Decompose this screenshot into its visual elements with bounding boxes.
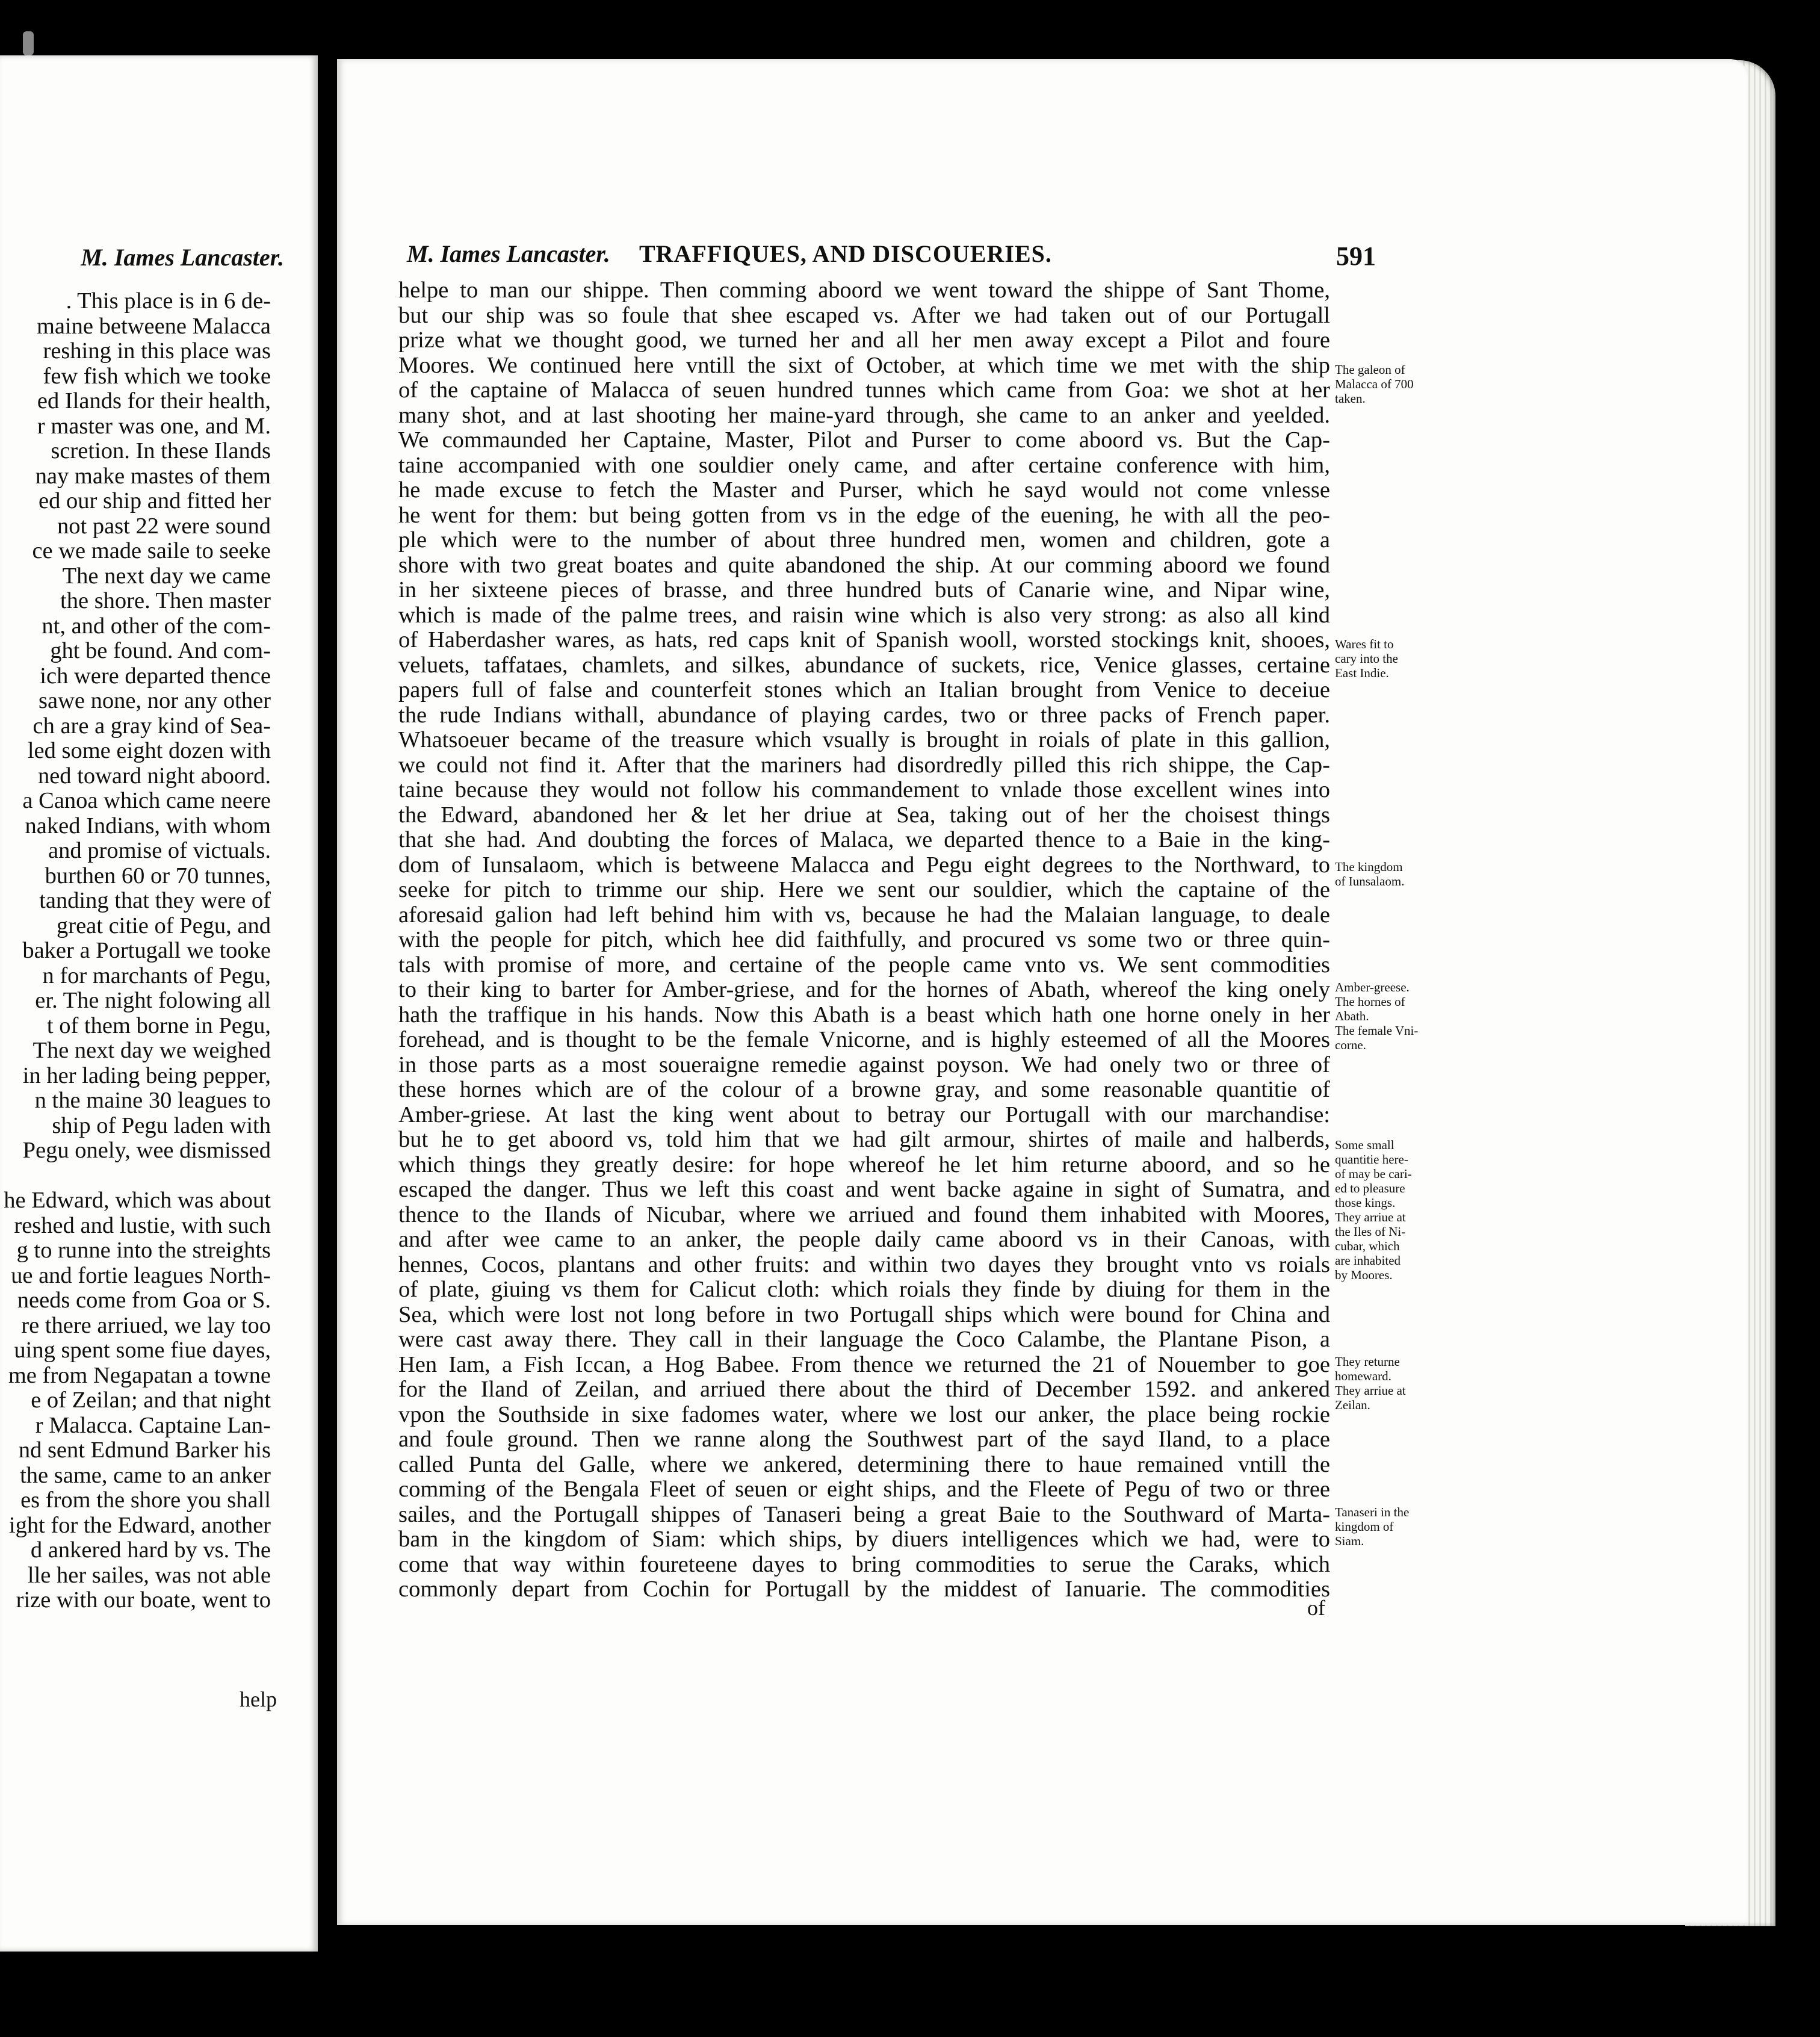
text-line: but he to get aboord vs, told him that we had gilt armour, shirtes of maile and halberds, [398,1127,1330,1152]
sidenote-line: cubar, which [1335,1239,1400,1253]
text-line: me from Negapatan a towne [8,1363,271,1388]
text-line: the same, came to an anker [20,1463,271,1488]
text-line: baker a Portugall we tooke [22,938,271,963]
sidenote-line: those kings. [1335,1195,1396,1210]
text-line: hath the traffique in his hands. Now this Abath is a beast which hath one horne onely in her [398,1002,1330,1028]
sidenote [1335,980,1455,1052]
sidenote [1335,1354,1455,1412]
text-line: escaped the danger. Thus we left this coast and went backe againe in sight of Sumatra, and [398,1177,1330,1202]
text-line: ch are a gray kind of Sea- [32,713,271,739]
running-head-author: M. Iames Lancaster. [407,240,610,267]
text-line: g to runne into the streights [16,1238,271,1263]
text-line: to their king to barter for Amber-griese, and for the hornes of Abath, whereof the king onely [398,978,1330,1002]
text-line: sawe none, nor any other [39,689,271,713]
text-line: uing spent some fiue dayes, [14,1338,271,1363]
text-line: ich were departed thence [40,663,271,689]
text-line: tanding that they were of [39,888,271,913]
text-line: d ankered hard by vs. The [30,1538,271,1563]
sidenote-line: ed to pleasure [1335,1181,1405,1195]
sidenote [1335,1138,1455,1282]
sidenote [1335,362,1455,406]
text-line: we could not find it. After that the mariners had disordredly pilled this rich shippe, the Cap- [398,752,1330,778]
text-line: ed Ilands for their health, [37,389,271,414]
sidenote-line: They returne [1335,1354,1400,1369]
sidenote [1335,1505,1455,1548]
text-line: The next day we weighed [32,1038,271,1063]
text-line: veluets, taffataes, chamlets, and silkes, abundance of suckets, rice, Venice glasses, certaine [398,653,1330,678]
text-line: taine accompanied with one souldier onely came, and after certaine conference with him, [398,453,1330,478]
text-line: and promise of victuals. [48,839,271,863]
text-line: nd sent Edmund Barker his [18,1438,271,1463]
sidenote-line: corne. [1335,1038,1366,1052]
text-line: es from the shore you shall [20,1488,271,1513]
text-line: but our ship was so foule that shee escaped vs. After we had taken out of our Portugall [398,303,1330,328]
text-line: nay make mastes of them [35,464,271,489]
page-number: 591 [1336,241,1376,271]
text-line: he Edward, which was about [4,1188,271,1213]
text-line: Amber-griese. At last the king went about to betray our Portugall with our marchandise: [398,1102,1330,1127]
text-line: and foule ground. Then we ranne along the Southwest part of the sayd Iland, to a place [398,1427,1330,1452]
text-line: . This place is in 6 de- [66,289,271,314]
text-line: ned toward night aboord. [37,763,271,789]
binding-mark [23,31,34,55]
text-line: We commaunded her Captaine, Master, Pilot and Purser to come aboord vs. But the Cap- [398,428,1330,453]
sidenote-line: by Moores. [1335,1268,1393,1282]
sidenote-line: the Iles of Ni- [1335,1224,1406,1239]
sidenote-line: Abath. [1335,1009,1369,1023]
text-line: few fish which we tooke [43,364,271,389]
sidenote-line: East Indie. [1335,666,1389,680]
sidenote-line: kingdom of [1335,1519,1394,1534]
text-line: were cast away there. They call in their language the Coco Calambe, the Plantane Pison, a [398,1327,1330,1352]
text-line: seeke for pitch to trimme our ship. Here we sent our souldier, which the captaine of the [398,878,1330,902]
text-line: in her lading being pepper, [22,1063,271,1088]
text-line: ship of Pegu laden with [52,1113,271,1138]
text-line: many shot, and at last shooting her maine-yard through, she came to an anker and yeelded. [398,403,1330,428]
text-line: ple which were to the number of about three hundred men, women and children, gote a [398,528,1330,553]
text-line: rize with our boate, went to [16,1588,271,1613]
sidenote-line: Zeilan. [1335,1398,1370,1412]
text-line: hennes, Cocos, plantans and other fruits: and within two dayes they brought vnto vs roials [398,1252,1330,1277]
text-line: tals with promise of more, and certaine of the people came vnto vs. We sent commodities [398,952,1330,978]
sidenote-line: The kingdom [1335,860,1403,874]
sidenote-line: cary into the [1335,651,1398,666]
text-line: comming of the Bengala Fleet of seuen or eight ships, and the Fleete of Pegu of two or three [398,1477,1330,1502]
sidenote-line: Amber-greese. [1335,980,1410,994]
text-line: taine because they would not follow his commandement to vnlade those excellent wines into [398,778,1330,802]
text-line: lle her sailes, was not able [27,1563,271,1588]
text-line: great citie of Pegu, and [57,913,271,938]
sidenote-line: The female Vni- [1335,1023,1419,1038]
text-line [0,1164,271,1189]
sidenote-line: They arriue at [1335,1210,1406,1224]
sidenote [1335,637,1455,680]
text-line: with the people for pitch, which hee did faithfully, and procured vs some two or three quin- [398,928,1330,952]
text-line: nt, and other of the com- [42,613,271,639]
text-line: er. The night folowing all [35,988,271,1013]
text-line: the Edward, abandoned her & let her driue at Sea, taking out of her the choisest things [398,802,1330,828]
sidenote-line: The hornes of [1335,994,1405,1009]
sidenote-line: quantitie here- [1335,1152,1408,1167]
main-body-text [398,278,1330,1602]
text-line: for the Iland of Zeilan, and arriued there about the third of December 1592. and ankered [398,1377,1330,1402]
text-line: a Canoa which came neere [22,789,271,813]
text-line: which is made of the palme trees, and raisin wine which is also very strong: as also all kind [398,603,1330,628]
text-line: ce we made saile to seeke [32,539,271,563]
text-line: t of them borne in Pegu, [46,1013,271,1038]
text-line: and after wee came to an anker, the people daily came aboord vs in their Canoas, with [398,1227,1330,1252]
text-line: called Punta del Galle, where we ankered, determining there to haue remained vntill the [398,1452,1330,1477]
text-line: ed our ship and fitted her [39,489,271,513]
text-line: burthen 60 or 70 tunnes, [45,863,271,888]
text-line: Pegu onely, wee dismissed [22,1138,271,1163]
right-catchword: of [1307,1596,1325,1620]
sidenote-line: homeward. [1335,1369,1391,1383]
text-line: ght be found. And com- [50,639,271,663]
text-line: re there arriued, we lay too [21,1313,271,1338]
text-line: commonly depart from Cochin for Portugall by the middest of Ianuarie. The commodities [398,1577,1330,1602]
text-line: helpe to man our shippe. Then comming aboord we went toward the shippe of Sant Thome, [398,278,1330,303]
text-line: the shore. Then master [60,589,271,613]
text-line: ight for the Edward, another [8,1513,271,1538]
sidenote-line: Malacca of 700 [1335,377,1414,391]
sidenote-line: of may be cari- [1335,1167,1412,1181]
text-line: led some eight dozen with [27,739,271,763]
text-line: vpon the Southside in sixe fadomes water, where we lost our anker, the place being rockie [398,1402,1330,1427]
sidenote-line: Tanaseri in the [1335,1505,1410,1519]
text-line: of Haberdasher wares, as hats, red caps knit of Spanish wooll, worsted stockings knit, shooes, [398,628,1330,653]
text-line: dom of Iunsalaom, which is betweene Malacca and Pegu eight degrees to the Northward, to [398,852,1330,878]
text-line: he went for them: but being gotten from vs in the edge of the euening, he with all the peo- [398,503,1330,528]
text-line: r master was one, and M. [37,414,271,439]
text-line: these hornes which are of the colour of a browne gray, and some reasonable quantitie of [398,1077,1330,1102]
text-line: not past 22 were sound [57,513,271,539]
text-line: maine betweene Malacca [36,314,271,339]
text-line: thence to the Ilands of Nicubar, where we arriued and found them inhabited with Moores, [398,1202,1330,1227]
running-head-title: TRAFFIQUES, AND DISCOUERIES. [639,240,1052,267]
text-line: that she had. And doubting the forces of Malaca, we departed thence to a Baie in the king- [398,828,1330,852]
text-line: prize what we thought good, we turned her and all her men away except a Pilot and foure [398,328,1330,353]
text-line: The next day we came [62,563,271,589]
text-line: of plate, giuing vs them for Calicut cloth: which roials they finde by diuing for them in the [398,1277,1330,1302]
text-line: e of Zeilan; and that night [31,1388,271,1413]
sidenote-line: They arriue at [1335,1383,1406,1398]
sidenote-line: are inhabited [1335,1253,1401,1268]
text-line: Whatsoeuer became of the treasure which vsually is brought in roials of plate in this gallion, [398,728,1330,752]
text-line: ue and fortie leagues North- [11,1263,271,1288]
left-body-text [0,289,271,1613]
text-line: he made excuse to fetch the Master and Purser, which he sayd would not come vnlesse [398,478,1330,503]
left-catchword: help [240,1687,277,1711]
sidenote-line: The galeon of [1335,362,1405,377]
text-line: scretion. In these Ilands [51,439,271,464]
text-line: needs come from Goa or S. [17,1288,271,1313]
text-line: Hen Iam, a Fish Iccan, a Hog Babee. From thence we returned the 21 of Nouember to goe [398,1352,1330,1377]
text-line: come that way within foureteene dayes to bring commodities to serue the Caraks, which [398,1552,1330,1577]
sidenote-line: of Iunsalaom. [1335,874,1405,888]
text-line: shore with two great boates and quite abandoned the ship. At our comming aboord we found [398,553,1330,578]
text-line: forehead, and is thought to be the female Vnicorne, and is highly esteemed of all the Moores [398,1028,1330,1052]
text-line: in those parts as a most soueraigne remedie against poyson. We had onely two or three of [398,1052,1330,1077]
text-line: reshed and lustie, with such [14,1213,271,1238]
sidenote-line: Siam. [1335,1534,1364,1548]
text-line: in her sixteene pieces of brasse, and three hundred buts of Canarie wine, and Nipar wine, [398,578,1330,603]
text-line: the rude Indians withall, abundance of playing cardes, two or three packs of French paper. [398,702,1330,728]
text-line: n the maine 30 leagues to [34,1088,271,1113]
text-line: papers full of false and counterfeit stones which an Italian brought from Venice to deceiue [398,678,1330,702]
text-line: naked Indians, with whom [25,813,271,839]
left-page [0,55,318,1952]
sidenote-line: Wares fit to [1335,637,1394,651]
sidenote [1335,860,1455,888]
text-line: Moores. We continued here vntill the sixt of October, at which time we met with the ship [398,353,1330,378]
text-line: Sea, which were lost not long before in two Portugall ships which were bound for China and [398,1302,1330,1327]
text-line: which things they greatly desire: for hope whereof he let him returne aboord, and so he [398,1152,1330,1177]
text-line: of the captaine of Malacca of seuen hundred tunnes which came from Goa: we shot at her [398,378,1330,403]
text-line: reshing in this place was [43,339,271,364]
text-line: n for marchants of Pegu, [42,963,271,988]
text-line: sailes, and the Portugall shippes of Tanaseri being a great Baie to the Southward of Marta- [398,1502,1330,1527]
left-running-head: M. Iames Lancaster. [81,244,284,271]
text-line: r Malacca. Captaine Lan- [35,1413,271,1438]
sidenote-line: Some small [1335,1138,1394,1152]
text-line: bam in the kingdom of Siam: which ships, by diuers intelligences which we had, were to [398,1527,1330,1552]
text-line: aforesaid galion had left behind him with vs, because he had the Malaian language, to deale [398,902,1330,928]
sidenote-line: taken. [1335,391,1366,406]
